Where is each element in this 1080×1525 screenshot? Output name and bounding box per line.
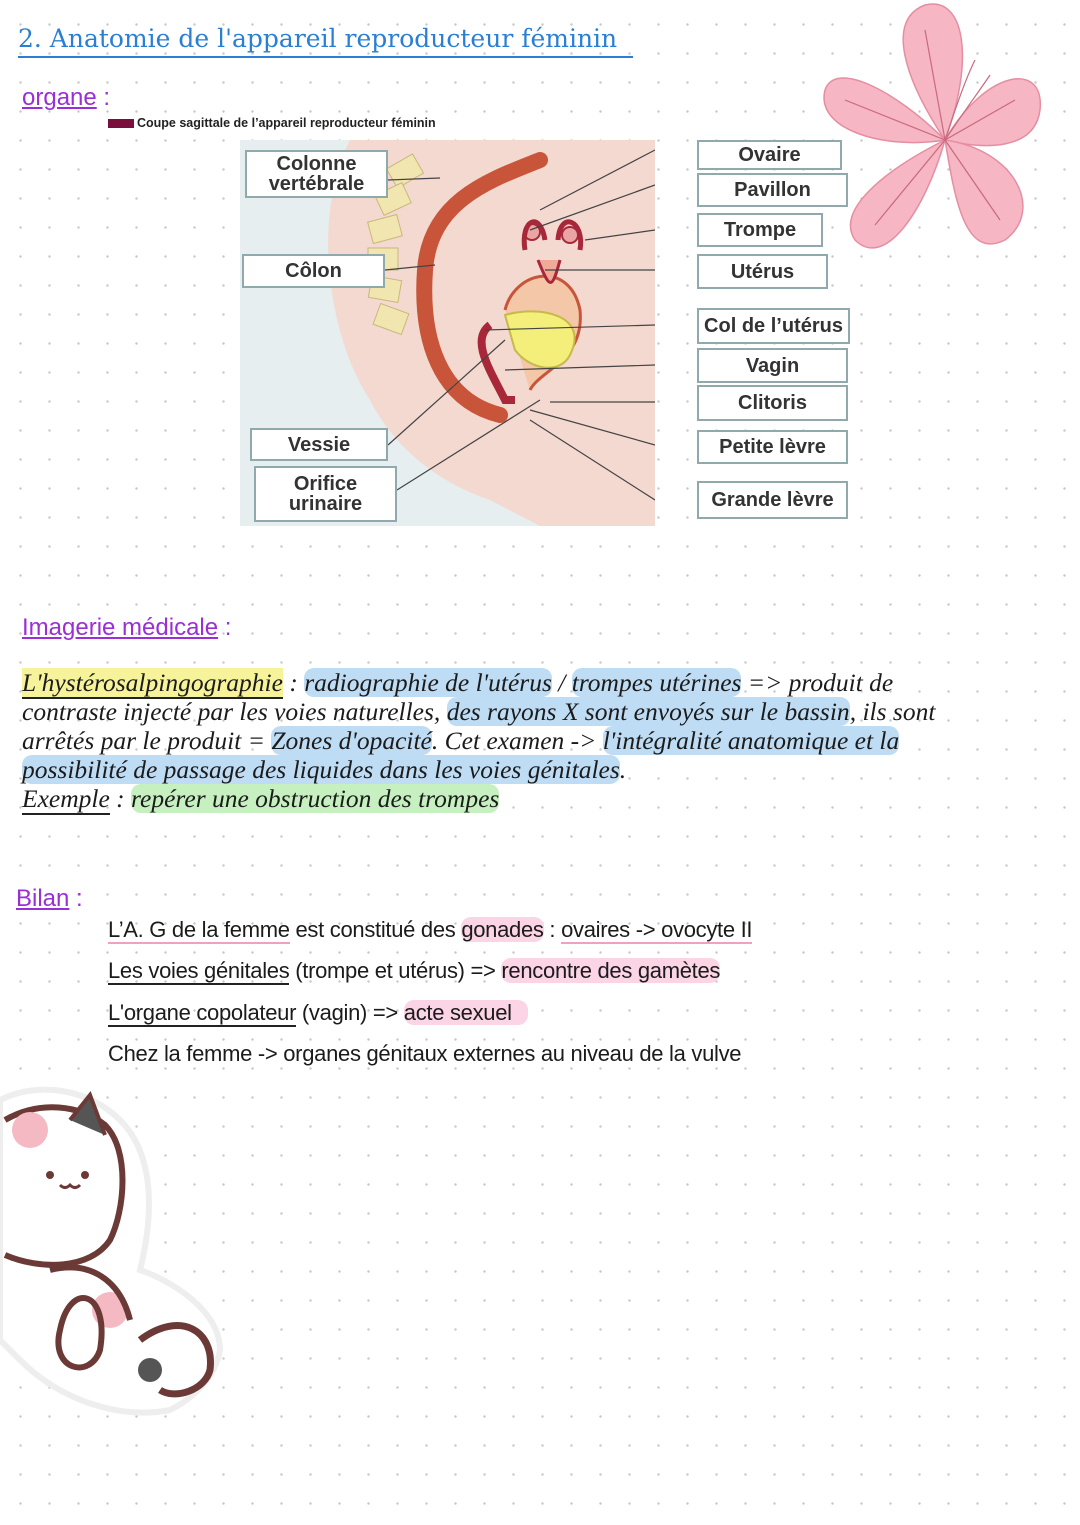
label-trompe: Trompe <box>697 213 823 247</box>
organe-heading: organe : <box>22 84 111 111</box>
caption-marker <box>108 119 134 128</box>
figure-caption: Coupe sagittale de l’appareil reproducteur féminin <box>108 116 436 130</box>
imagerie-line-3: arrêtés par le produit = Zones d'opacité. Cet examen -> l'intégralité anatomique et la <box>22 726 900 755</box>
bilan-heading: Bilan : <box>16 885 83 912</box>
imagerie-example: Exemple : repérer une obstruction des trompes <box>22 784 500 813</box>
label-vagin: Vagin <box>697 348 848 383</box>
anatomy-diagram <box>240 140 655 526</box>
label-petite-levre: Petite lèvre <box>697 430 848 464</box>
label-colonne-vertebrale: Colonne vertébrale <box>245 150 388 198</box>
bilan-line-1: L’A. G de la femme est constitué des gonades : ovaires -> ovocyte II <box>108 917 753 942</box>
page-title: 2. Anatomie de l'appareil reproducteur féminin <box>18 22 633 58</box>
label-colon: Côlon <box>242 254 385 288</box>
bilan-line-2: Les voies génitales (trompe et utérus) => rencontre des gamètes <box>108 958 721 983</box>
bilan-line-4: Chez la femme -> organes génitaux externes au niveau de la vulve <box>108 1041 742 1066</box>
imagerie-heading: Imagerie médicale : <box>22 614 232 641</box>
cat-sticker-icon <box>0 1080 235 1420</box>
label-ovaire: Ovaire <box>697 140 842 170</box>
imagerie-line-1: L'hystérosalpingographie : radiographie de l'utérus / trompes utérines => produit de <box>22 668 894 697</box>
imagerie-line-2: contraste injecté par les voies naturelles, des rayons X sont envoyés sur le bassin, ils sont <box>22 697 936 726</box>
label-uterus: Utérus <box>697 254 828 289</box>
bilan-line-3: L'organe copolateur (vagin) => acte sexuel <box>108 998 528 1028</box>
label-vessie: Vessie <box>250 428 388 461</box>
label-orifice-urinaire: Orifice urinaire <box>254 466 397 522</box>
label-pavillon: Pavillon <box>697 173 848 207</box>
flower-decoration-icon <box>815 0 1045 280</box>
label-clitoris: Clitoris <box>697 385 848 421</box>
label-grande-levre: Grande lèvre <box>697 481 848 519</box>
label-col-de-luterus: Col de l’utérus <box>697 308 850 344</box>
imagerie-line-4: possibilité de passage des liquides dans les voies génitales. <box>22 755 627 784</box>
